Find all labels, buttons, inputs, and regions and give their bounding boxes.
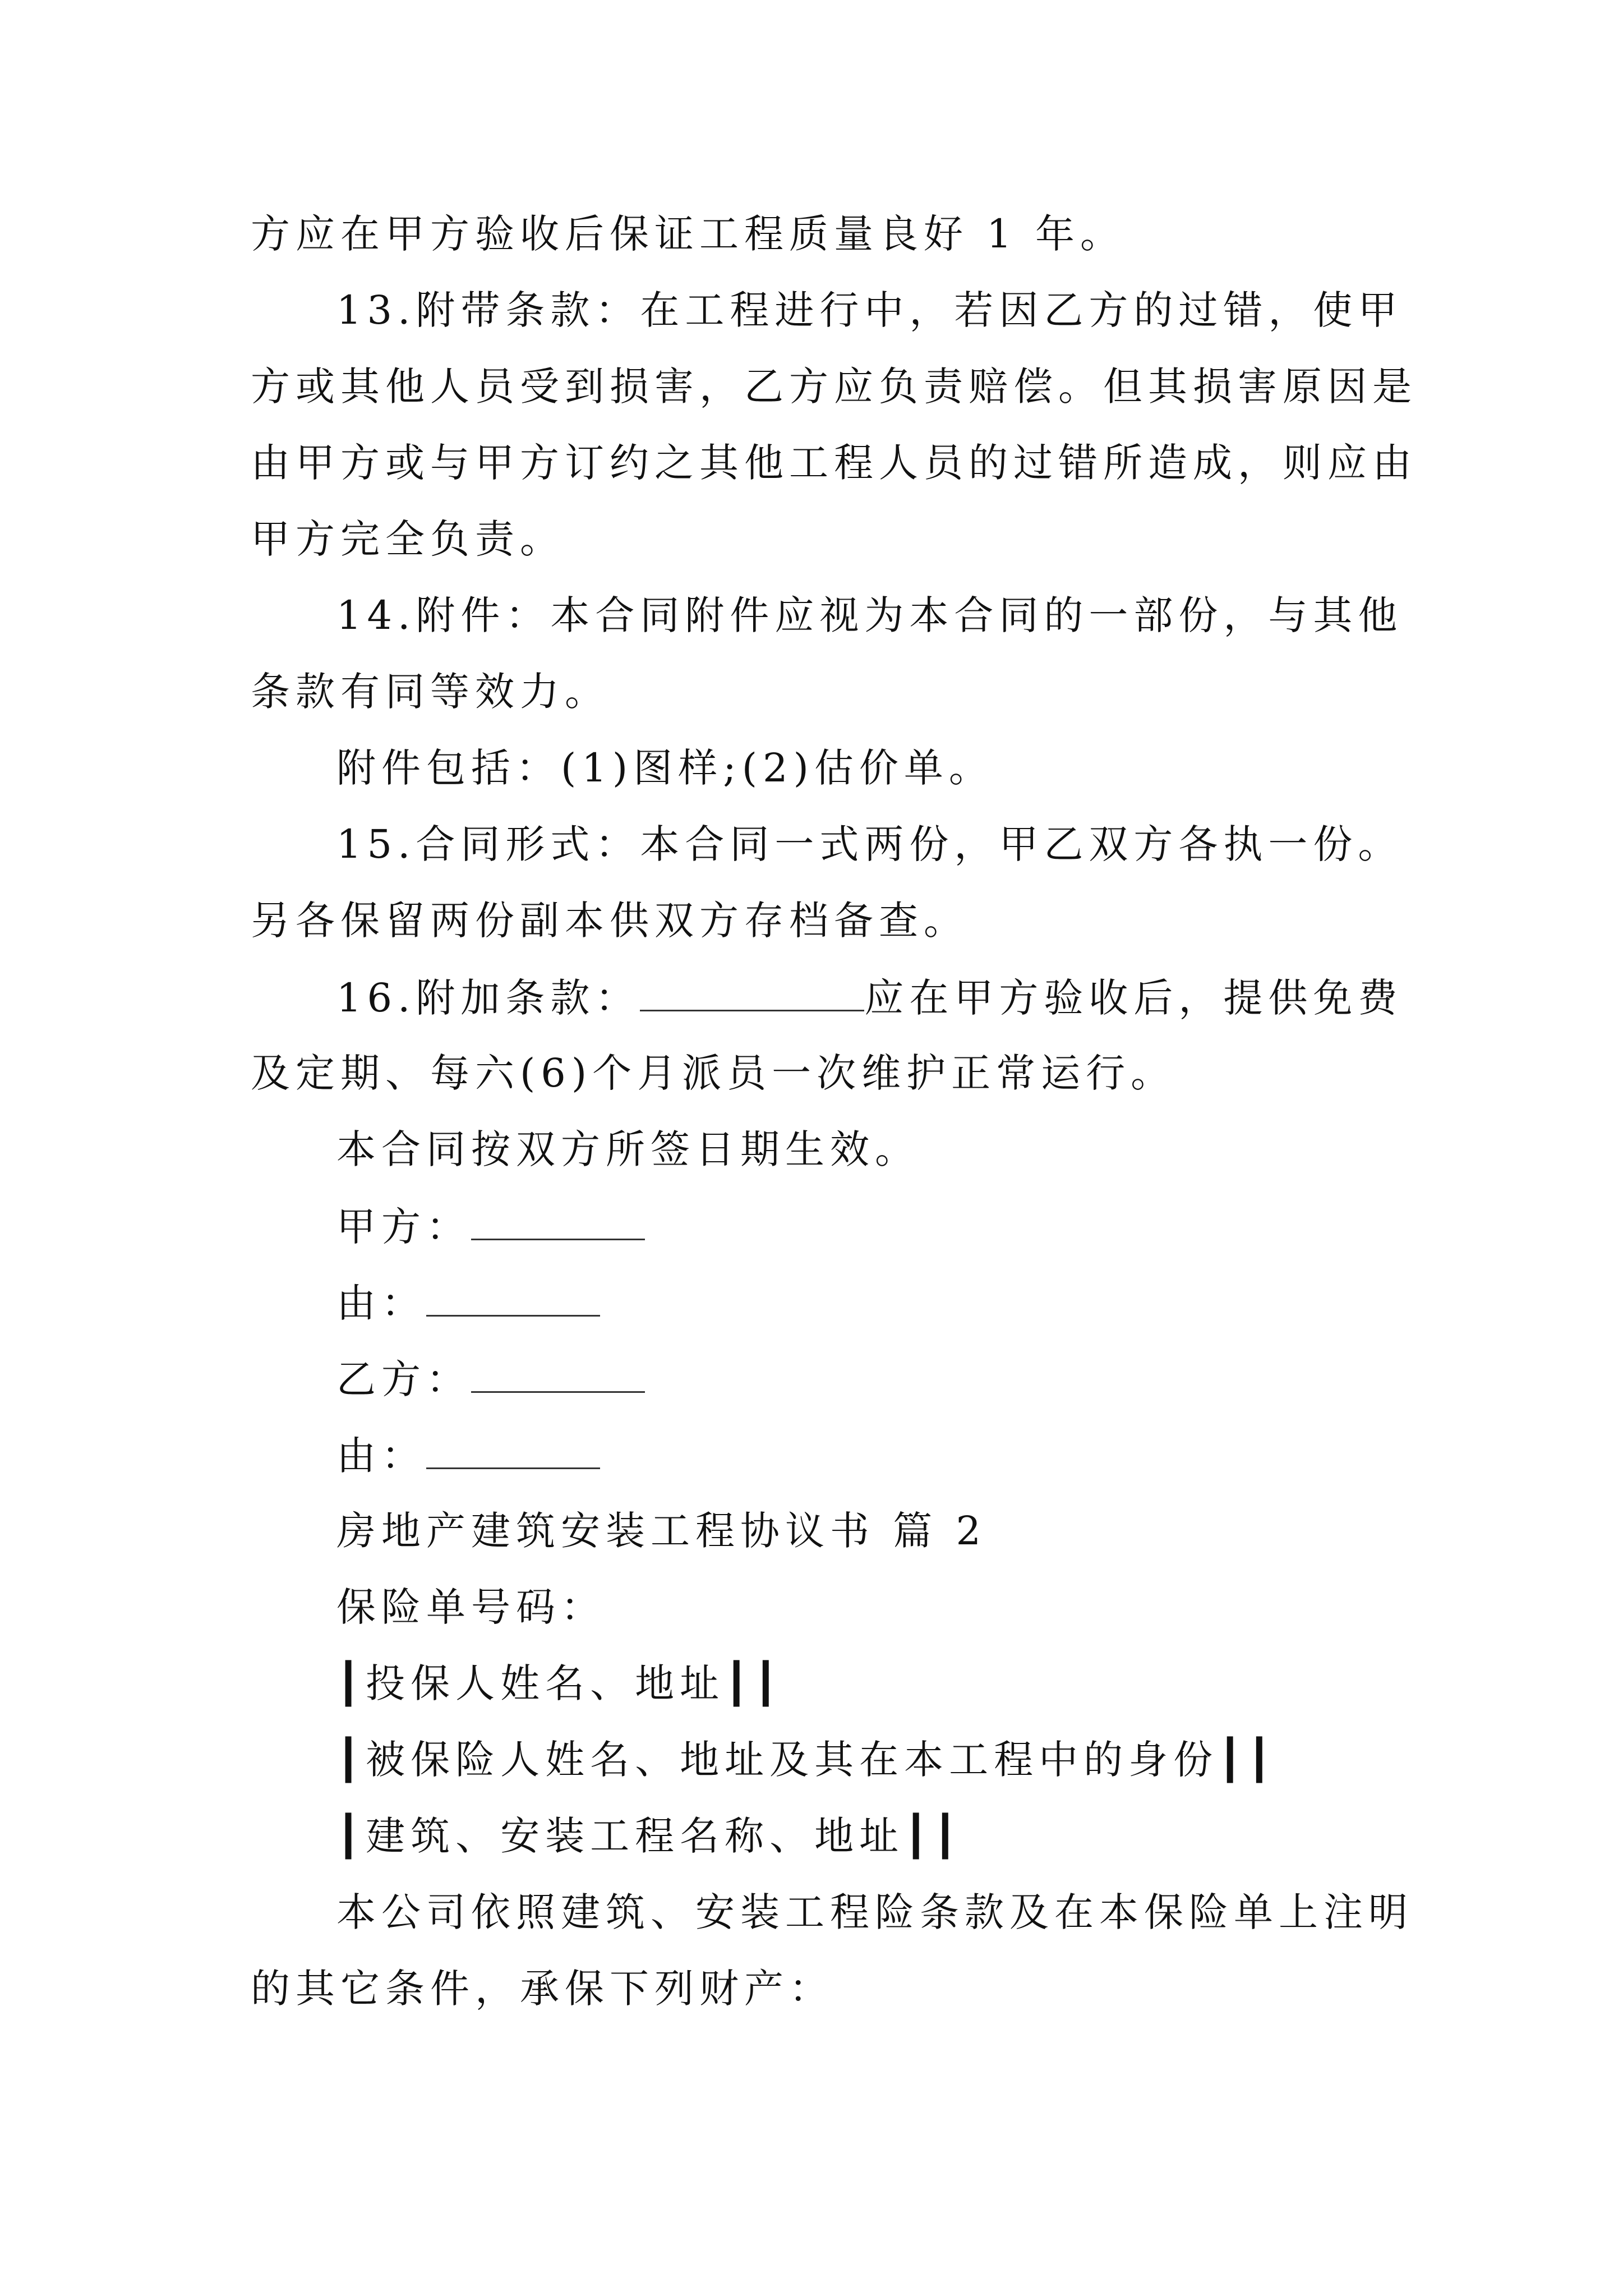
clause-16-blank bbox=[640, 977, 864, 1011]
party-b-signature bbox=[336, 1356, 645, 1402]
by-label: 由： bbox=[336, 1280, 426, 1326]
by-label: 由： bbox=[336, 1433, 426, 1479]
by-blank bbox=[426, 1435, 600, 1469]
table-row: ┃投保人姓名、地址┃┃ bbox=[336, 1660, 783, 1706]
party-a-signature bbox=[336, 1204, 645, 1250]
clause-16-line bbox=[336, 975, 1403, 1021]
clause-16-label: 16.附加条款： bbox=[336, 975, 640, 1021]
text-line: 另各保留两份副本供双方存档备查。 bbox=[251, 898, 969, 944]
attachments-line: 附件包括：(1)图样;(2)估价单。 bbox=[336, 745, 994, 791]
party-a-by-signature bbox=[336, 1280, 600, 1326]
party-b-blank bbox=[471, 1359, 645, 1393]
text-line: 本公司依照建筑、安装工程险条款及在本保险单上注明 bbox=[336, 1889, 1413, 1935]
text-line: 方或其他人员受到损害，乙方应负责赔偿。但其损害原因是 bbox=[251, 364, 1417, 409]
clause-16-text: 应在甲方验收后，提供免费 bbox=[864, 975, 1403, 1021]
party-b-label: 乙方： bbox=[336, 1356, 471, 1402]
by-blank bbox=[426, 1282, 600, 1317]
clause-14-line: 14.附件：本合同附件应视为本合同的一部份，与其他 bbox=[336, 592, 1403, 638]
text-line: 方应在甲方验收后保证工程质量良好 1 年。 bbox=[251, 211, 1126, 257]
text-line: 由甲方或与甲方订约之其他工程人员的过错所造成，则应由 bbox=[251, 440, 1417, 486]
section-heading: 房地产建筑安装工程协议书 篇 2 bbox=[336, 1508, 987, 1554]
policy-number-line: 保险单号码： bbox=[336, 1584, 606, 1630]
text-line: 甲方完全负责。 bbox=[251, 516, 565, 562]
text-line: 条款有同等效力。 bbox=[251, 669, 610, 715]
text-line: 及定期、每六(6)个月派员一次维护正常运行。 bbox=[251, 1050, 1176, 1096]
table-row: ┃被保险人姓名、地址及其在本工程中的身份┃┃ bbox=[336, 1737, 1277, 1783]
clause-13-line: 13.附带条款：在工程进行中，若因乙方的过错，使甲 bbox=[336, 287, 1403, 333]
party-a-label: 甲方： bbox=[336, 1204, 471, 1250]
clause-15-line: 15.合同形式：本合同一式两份，甲乙双方各执一份。 bbox=[336, 821, 1403, 867]
table-row: ┃建筑、安装工程名称、地址┃┃ bbox=[336, 1813, 963, 1859]
effective-date-line: 本合同按双方所签日期生效。 bbox=[336, 1126, 920, 1172]
text-line: 的其它条件，承保下列财产： bbox=[251, 1966, 834, 2012]
party-a-blank bbox=[471, 1206, 645, 1240]
party-b-by-signature bbox=[336, 1433, 600, 1479]
